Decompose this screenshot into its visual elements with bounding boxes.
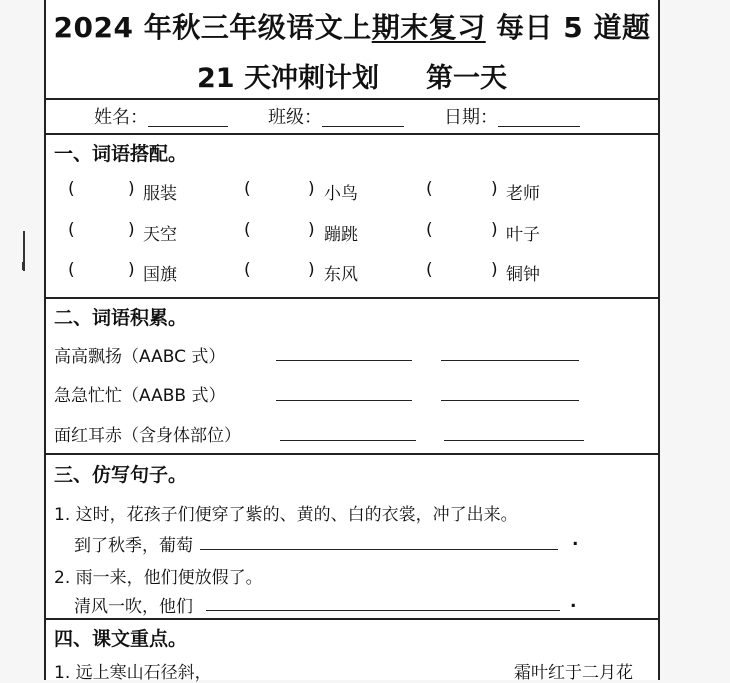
sentence-prefix: 清风一吹，他们 [74, 597, 193, 617]
open-paren: ( [68, 179, 75, 199]
answer-line[interactable] [280, 440, 416, 441]
title-suffix: 每日 5 道题 [485, 11, 651, 44]
section3-title: 三、仿写句子。 [54, 464, 188, 486]
worksheet [44, 0, 660, 683]
close-paren: ) [491, 260, 498, 280]
close-paren: ) [491, 179, 498, 199]
worksheet-title [46, 6, 658, 46]
match-word: 蹦跳 [324, 225, 358, 245]
name-label: 姓名： [94, 107, 148, 128]
divider [46, 618, 658, 620]
word-item: 急急忙忙（AABB 式） [54, 386, 226, 406]
name-field [94, 103, 228, 129]
class-field [268, 103, 404, 129]
open-paren: ( [426, 260, 433, 280]
close-paren: ) [128, 220, 135, 240]
worksheet-subtitle: 21 天冲刺计划 第一天 [197, 63, 507, 94]
open-paren: ( [426, 179, 433, 199]
answer-line[interactable] [200, 549, 558, 550]
answer-line[interactable] [276, 360, 412, 361]
divider [46, 453, 658, 455]
match-word: 东风 [324, 265, 358, 285]
open-paren: ( [244, 260, 251, 280]
margin-mark-tick [22, 262, 25, 270]
period: . [570, 592, 577, 612]
open-paren: ( [68, 220, 75, 240]
match-word: 服装 [143, 184, 177, 204]
answer-line[interactable] [441, 400, 579, 401]
title-prefix: 2024 年秋三年级语文上 [53, 11, 372, 44]
close-paren: ) [308, 260, 315, 280]
close-paren: ) [308, 179, 315, 199]
word-item: 面红耳赤（含身体部位） [54, 426, 241, 446]
open-paren: ( [426, 220, 433, 240]
open-paren: ( [244, 220, 251, 240]
match-word: 天空 [143, 225, 177, 245]
open-paren: ( [244, 179, 251, 199]
sentence-prefix: 到了秋季，葡萄 [74, 536, 193, 556]
poem-line: 霜叶红于二月花 [514, 663, 633, 683]
date-blank[interactable] [498, 108, 580, 127]
section4-title: 四、课文重点。 [54, 628, 188, 650]
sentence-example: 1. 这时，花孩子们便穿了紫的、黄的、白的衣裳，冲了出来。 [54, 505, 518, 525]
answer-line[interactable] [206, 610, 560, 611]
match-word: 老师 [506, 184, 540, 204]
match-word: 叶子 [506, 225, 540, 245]
word-item: 高高飘扬（AABC 式） [54, 347, 226, 367]
close-paren: ) [128, 260, 135, 280]
answer-line[interactable] [444, 440, 584, 441]
class-label: 班级： [268, 107, 322, 128]
close-paren: ) [128, 179, 135, 199]
answer-line[interactable] [441, 360, 579, 361]
date-label: 日期： [444, 107, 498, 128]
section2-title: 二、词语积累。 [54, 307, 188, 329]
section1-title: 一、词语搭配。 [54, 143, 188, 165]
divider [46, 297, 658, 299]
title-underlined: 期末复习 [371, 11, 486, 44]
date-field [444, 103, 580, 129]
close-paren: ) [308, 220, 315, 240]
poem-line: 1. 远上寒山石径斜， [54, 663, 212, 683]
match-word: 国旗 [143, 265, 177, 285]
sentence-example: 2. 雨一来，他们便放假了。 [54, 568, 263, 588]
answer-line[interactable] [276, 400, 412, 401]
open-paren: ( [68, 260, 75, 280]
divider [46, 98, 658, 100]
match-word: 铜钟 [506, 265, 540, 285]
class-blank[interactable] [322, 108, 404, 127]
match-word: 小鸟 [324, 184, 358, 204]
period: . [572, 530, 579, 550]
name-blank[interactable] [148, 108, 228, 127]
close-paren: ) [491, 220, 498, 240]
divider [46, 133, 658, 135]
